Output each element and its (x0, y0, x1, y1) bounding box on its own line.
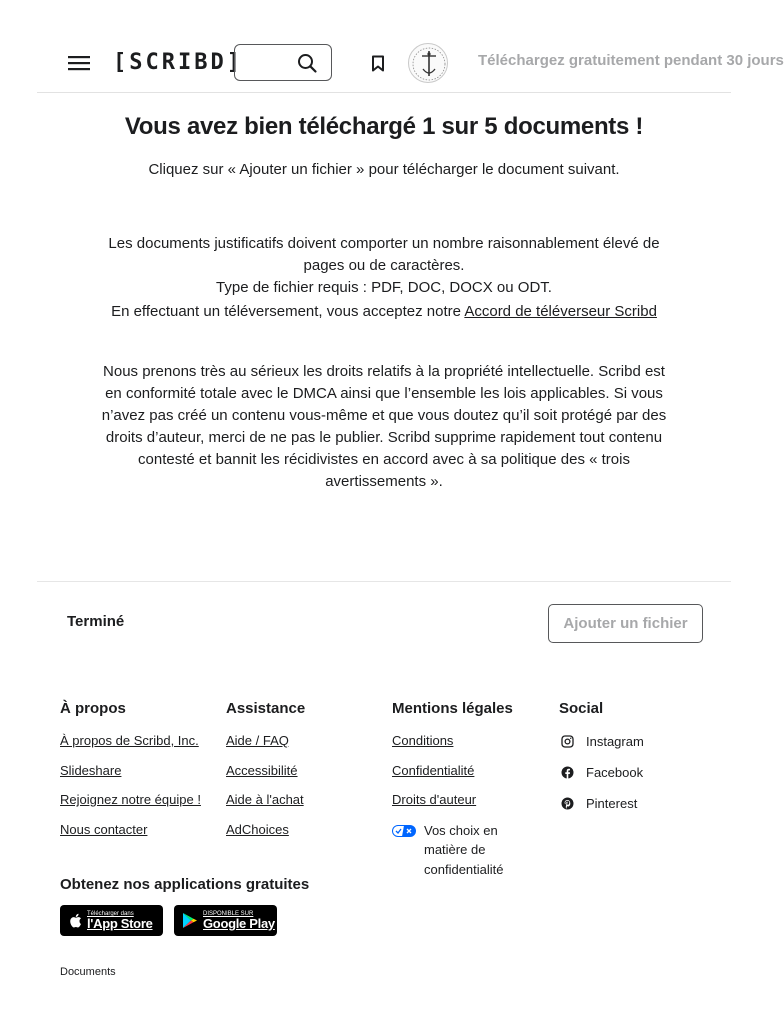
uploader-agreement (60, 303, 708, 320)
footer-heading: Assistance (226, 700, 306, 717)
footer-link[interactable]: AdChoices (226, 821, 289, 837)
add-file-button[interactable]: Ajouter un fichier (548, 604, 703, 643)
uploader-agreement-link[interactable]: Accord de téléverseur Scribd (464, 303, 657, 320)
app-store-badge[interactable] (60, 905, 163, 936)
footer-link[interactable]: Conditions (392, 733, 454, 748)
social-label: Facebook (586, 765, 644, 780)
user-avatar[interactable] (408, 43, 448, 83)
footer-legal (392, 700, 557, 879)
footer-heading: Social (559, 700, 604, 717)
pinterest-icon (559, 796, 575, 812)
google-play-badge[interactable] (174, 905, 277, 936)
requirement-text: Les documents justificatifs doivent comporter un nombre raisonnablement élevé de pages ou de caractères. (108, 235, 660, 274)
google-play-big: Google Play (203, 916, 275, 931)
app-store-text (87, 911, 153, 930)
footer-link[interactable]: Confidentialité (392, 762, 475, 778)
documents-link[interactable]: Documents (60, 966, 116, 978)
menu-button[interactable] (66, 50, 92, 76)
footer-link[interactable]: Slideshare (60, 762, 122, 778)
facebook-icon (559, 765, 575, 781)
social-instagram[interactable] (559, 726, 724, 757)
search-icon[interactable] (297, 53, 317, 73)
upload-instruction: Cliquez sur « Ajouter un fichier » pour télécharger le document suivant. (148, 161, 620, 178)
bookmark-icon (371, 55, 385, 72)
footer-about (60, 700, 225, 850)
footer-heading: Mentions légales (392, 700, 513, 717)
saved-button[interactable] (366, 51, 390, 75)
copyright-notice: Nous prenons très au sérieux les droits relatifs à la propriété intellectuelle. Scribd est en conformité totale avec le DMCA ainsi que l’ensemble les lois applicables. Si vous n’avez pas créé un contenu vous-même et que vous doutez qu’il soit protégé par des droits d’auteur, merci de ne pas le publier. Scribd supprime rapidement tout contenu contesté et bannit les récidivistes en accord avec à sa politique des « trois avertissements ». (101, 363, 667, 490)
file-type-text: Type de fichier requis : PDF, DOC, DOCX ou ODT. (216, 279, 552, 296)
google-play-text (203, 911, 275, 930)
instagram-icon (559, 734, 575, 750)
search-box[interactable] (234, 44, 332, 81)
app-store-big: l'App Store (87, 916, 153, 931)
privacy-toggle-icon (392, 825, 416, 837)
apple-icon (68, 912, 82, 929)
app-store-small: Télécharger dans (87, 911, 134, 917)
header-divider (37, 92, 731, 93)
google-play-small: DISPONIBLE SUR (203, 911, 254, 917)
footer-link[interactable]: Aide à l'achat (226, 792, 304, 807)
agreement-text: En effectuant un téléversement, vous acceptez notre (111, 303, 461, 320)
google-play-icon (182, 912, 198, 929)
footer-link[interactable]: Nous contacter (60, 821, 148, 837)
apps-heading: Obtenez nos applications gratuites (60, 876, 310, 893)
footer-support (226, 700, 391, 850)
free-trial-link[interactable]: Téléchargez gratuitement pendant 30 jours (478, 52, 784, 69)
footer-social (559, 700, 724, 819)
actions-divider (37, 581, 731, 582)
social-label: Pinterest (586, 796, 638, 811)
done-button[interactable]: Terminé (67, 613, 125, 630)
footer-heading: À propos (60, 700, 126, 717)
footer-link[interactable]: À propos de Scribd, Inc. (60, 733, 199, 748)
site-header (0, 0, 784, 93)
social-label: Instagram (586, 734, 644, 749)
social-pinterest[interactable] (559, 788, 724, 819)
scribd-logo[interactable]: [SCRIBD] (113, 49, 243, 75)
upload-requirements (94, 233, 674, 299)
footer-link[interactable]: Aide / FAQ (226, 733, 289, 748)
avatar-emblem-icon (409, 44, 449, 84)
hamburger-icon (68, 55, 90, 71)
footer-link[interactable]: Accessibilité (226, 762, 298, 778)
page-title: Vous avez bien téléchargé 1 sur 5 documents ! (124, 113, 644, 140)
footer-link[interactable]: Droits d'auteur (392, 792, 477, 807)
footer-link[interactable]: Rejoignez notre équipe ! (60, 792, 201, 807)
social-facebook[interactable] (559, 757, 724, 788)
privacy-choices-label: Vos choix en matière de confidentialité (424, 822, 504, 877)
search-input[interactable] (243, 51, 293, 75)
privacy-choices-link[interactable] (392, 821, 522, 880)
